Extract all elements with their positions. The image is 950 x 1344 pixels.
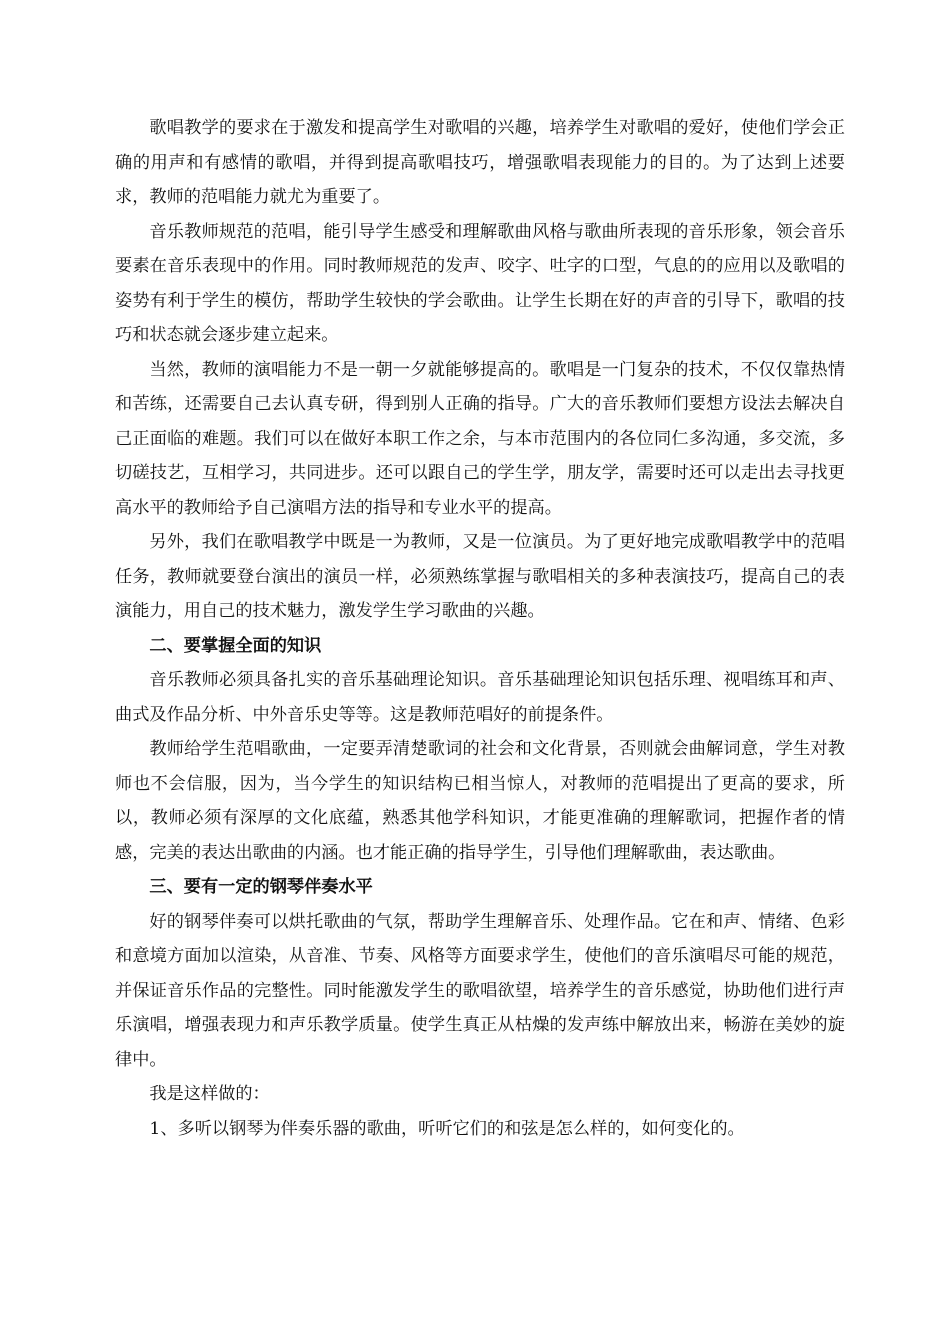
- paragraph-7: 好的钢琴伴奏可以烘托歌曲的气氛，帮助学生理解音乐、处理作品。它在和声、情绪、色彩和意境方面加以渲染，从音准、节奏、风格等方面要求学生，使他们的音乐演唱尽可能的规范，并保证音乐作品的完整性。同时能激发学生的歌唱欲望，培养学生的音乐感觉，协助他们进行声乐演唱，增强表现力和声乐教学质量。使学生真正从枯燥的发声练中解放出来，畅游在美妙的旋律中。: [115, 911, 845, 1070]
- paragraph-8: 我是这样做的：: [149, 1084, 270, 1104]
- paragraph-6: 教师给学生范唱歌曲，一定要弄清楚歌词的社会和文化背景，否则就会曲解词意，学生对教师也不会信服，因为，当今学生的知识结构已相当惊人，对教师的范唱提出了更高的要求，所以，教师必须有深厚的文化底蕴，熟悉其他学科知识，才能更准确的理解歌词，把握作者的情感，完美的表达出歌曲的内涵。也才能正确的指导学生，引导他们理解歌曲，表达歌曲。: [115, 739, 845, 863]
- paragraph-2: 音乐教师规范的范唱，能引导学生感受和理解歌曲风格与歌曲所表现的音乐形象，领会音乐要素在音乐表现中的作用。同时教师规范的发声、咬字、吐字的口型，气息的的应用以及歌唱的姿势有利于学生的模仿，帮助学生较快的学会歌曲。让学生长期在好的声音的引导下，歌唱的技巧和状态就会逐步建立起来。: [115, 221, 845, 345]
- paragraph-3: 当然，教师的演唱能力不是一朝一夕就能够提高的。歌唱是一门复杂的技术，不仅仅靠热情和苦练，还需要自己去认真专研，得到别人正确的指导。广大的音乐教师们要想方设法去解决自己正面临的难题。我们可以在做好本职工作之余，与本市范围内的各位同仁多沟通，多交流，多切磋技艺，互相学习，共同进步。还可以跟自己的学生学，朋友学，需要时还可以走出去寻找更高水平的教师给予自己演唱方法的指导和专业水平的提高。: [115, 359, 845, 518]
- list-item-1: 1、多听以钢琴为伴奏乐器的歌曲，听听它们的和弦是怎么样的，如何变化的。: [149, 1118, 745, 1139]
- section-heading-3: 三、要有一定的钢琴伴奏水平: [149, 877, 373, 897]
- paragraph-4: 另外，我们在歌唱教学中既是一为教师，又是一位演员。为了更好地完成歌唱教学中的范唱任务，教师就要登台演出的演员一样，必须熟练掌握与歌唱相关的多种表演技巧，提高自己的表演能力，用自己的技术魅力，激发学生学习歌曲的兴趣。: [115, 532, 845, 621]
- paragraph-5: 音乐教师必须具备扎实的音乐基础理论知识。音乐基础理论知识包括乐理、视唱练耳和声、曲式及作品分析、中外音乐史等等。这是教师范唱好的前提条件。: [115, 670, 845, 725]
- document-page: [115, 111, 845, 1146]
- paragraph-1: 歌唱教学的要求在于激发和提高学生对歌唱的兴趣，培养学生对歌唱的爱好，使他们学会正确的用声和有感情的歌唱，并得到提高歌唱技巧，增强歌唱表现能力的目的。为了达到上述要求，教师的范唱能力就尤为重要了。: [115, 118, 845, 207]
- section-heading-2: 二、要掌握全面的知识: [149, 635, 322, 656]
